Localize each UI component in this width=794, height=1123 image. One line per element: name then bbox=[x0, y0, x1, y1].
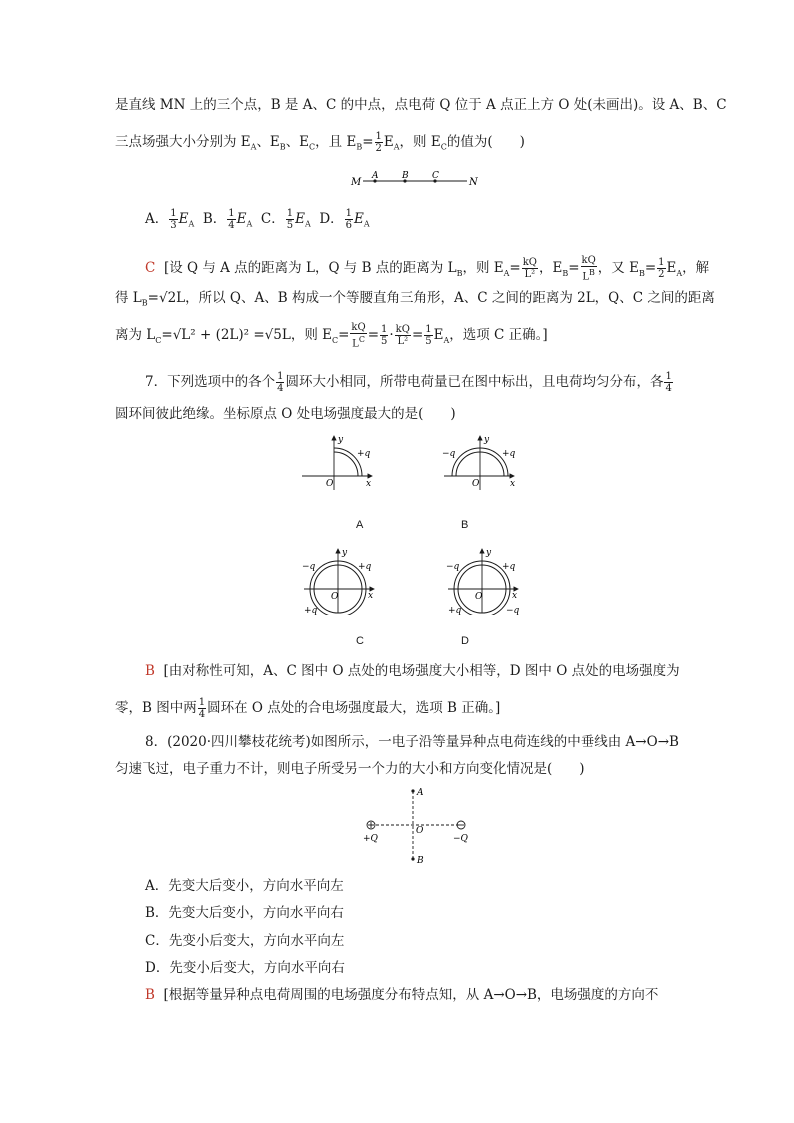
solution-text: = bbox=[411, 327, 424, 344]
option-e: E bbox=[236, 211, 247, 227]
option-d[interactable] bbox=[319, 208, 370, 231]
label-plus-q: +Q bbox=[363, 834, 378, 844]
numerator: 1 bbox=[658, 257, 665, 269]
denominator: 4 bbox=[277, 383, 284, 394]
solution-text: ，选项 C 正确。] bbox=[449, 327, 548, 344]
q7-caption-d: D bbox=[461, 635, 469, 647]
subscript: C bbox=[309, 142, 316, 152]
subscript: A bbox=[250, 142, 257, 152]
option-e: E bbox=[354, 211, 364, 227]
subscript: A bbox=[246, 219, 253, 229]
solution-text: =√2L，所以 Q、A、B 构成一个等腰直角三角形，A、C 之间的距离为 2L，Q、C 之间的距离 bbox=[147, 290, 715, 306]
answer-letter: C bbox=[145, 260, 156, 277]
q6-stem-line2: 三点场强大小分别为 $E_A$、$E_B$、$E_C$，且 $E_B=$ $\frac{1}{2}$ $E_A$，则 $E_C$的值为( ) bbox=[115, 131, 525, 154]
numerator: kQ bbox=[395, 324, 410, 336]
origin-label: O bbox=[475, 592, 483, 602]
numerator: 1 bbox=[665, 371, 672, 382]
fraction bbox=[657, 257, 665, 280]
q6-text: 、E bbox=[256, 134, 280, 150]
subscript: C bbox=[155, 335, 162, 345]
denominator-text: L bbox=[582, 271, 590, 283]
q7-solution-line2 bbox=[115, 697, 500, 720]
denominator bbox=[581, 267, 597, 282]
solution-text: ，解 bbox=[682, 260, 710, 277]
option-e: E bbox=[178, 211, 189, 227]
subscript: B bbox=[638, 268, 645, 278]
label-minus-q: −Q bbox=[453, 834, 468, 844]
q6-stem-line1: 是直线 MN 上的三个点，B 是 A、C 的中点，点电荷 Q 位于 A 点正上方 O 处(未画出)。设 A、B、C bbox=[115, 97, 727, 113]
q6-options bbox=[145, 208, 370, 234]
label-b: B bbox=[402, 171, 409, 181]
option-a[interactable] bbox=[145, 208, 195, 231]
subscript: A bbox=[393, 142, 400, 152]
solution-text: E bbox=[433, 327, 444, 344]
q6-solution-line1: C [设 Q 与 A 点的距离为 L，Q 与 B 点的距离为 $L_B$，则 $E_A=$ $\frac{kQ}{\text{L²}}$ ，$E_B=$ $\frac{kQ}{L^B}$ ，又 $E_B=$ $\frac{1}{2}$ $E_A$，解 bbox=[145, 255, 710, 283]
charge-label: +q bbox=[502, 562, 516, 572]
numerator: kQ bbox=[581, 255, 596, 266]
q7-figure-b bbox=[440, 432, 520, 492]
solution-text: = bbox=[338, 327, 350, 344]
ring-inner bbox=[334, 452, 358, 476]
denominator-text: L bbox=[352, 338, 359, 350]
fraction bbox=[380, 324, 388, 347]
numerator: 1 bbox=[345, 208, 353, 219]
q8-stem-line2: 匀速飞过，电子重力不计，则电子所受另一个力的大小和方向变化情况是( ) bbox=[115, 761, 585, 777]
fraction bbox=[581, 255, 597, 282]
option-letter: C． bbox=[260, 211, 285, 227]
y-label: y bbox=[484, 435, 490, 445]
solution-text: · bbox=[389, 327, 394, 344]
numerator: kQ bbox=[351, 322, 366, 333]
subscript: A bbox=[363, 219, 370, 229]
q8-solution-line1 bbox=[145, 986, 658, 1004]
label-a: A bbox=[417, 788, 424, 798]
y-label: y bbox=[342, 548, 348, 558]
subscript: B bbox=[456, 268, 463, 278]
solution-text: 得 L bbox=[115, 290, 142, 306]
q6-text: 的值为( ) bbox=[446, 134, 525, 150]
q7-caption-a: A bbox=[356, 519, 364, 531]
solution-text: ，E bbox=[538, 260, 563, 277]
denominator: 4 bbox=[665, 383, 672, 394]
solution-text: [由对称性可知，A、C 图中 O 点处的电场强度大小相等，D 图中 O 点处的电场强度为 bbox=[163, 663, 680, 679]
solution-text: [设 Q 与 A 点的距离为 L，Q 与 B 点的距离为 L bbox=[163, 260, 457, 277]
charge-label: +q bbox=[304, 606, 318, 615]
solution-text: 零，B 图中两 bbox=[115, 700, 197, 716]
subscript: B bbox=[356, 142, 363, 152]
option-letter: B． bbox=[202, 211, 227, 227]
q7-caption-b: B bbox=[461, 519, 469, 531]
origin-label: O bbox=[472, 479, 480, 489]
subscript: B bbox=[141, 298, 148, 308]
charge-label: +q bbox=[357, 449, 371, 459]
fraction bbox=[276, 371, 284, 394]
denominator: L² bbox=[524, 269, 536, 281]
fraction bbox=[395, 324, 411, 347]
y-label: y bbox=[338, 435, 344, 445]
denominator: 5 bbox=[286, 220, 294, 231]
q6-text: ，且 E bbox=[315, 134, 357, 150]
charge-label: +q bbox=[358, 562, 372, 572]
point-a-dot bbox=[411, 789, 414, 792]
x-label: x bbox=[366, 479, 372, 489]
q8-option-d[interactable]: D．先变小后变大，方向水平向右 bbox=[145, 960, 345, 976]
x-label: x bbox=[368, 591, 374, 601]
denominator: 2 bbox=[375, 143, 382, 154]
fraction bbox=[424, 324, 432, 347]
subscript: A bbox=[443, 335, 450, 345]
numerator: 1 bbox=[375, 131, 382, 142]
x-label: x bbox=[510, 479, 516, 489]
fraction bbox=[286, 208, 294, 231]
answer-letter: B bbox=[145, 987, 155, 1003]
origin-label: O bbox=[326, 479, 334, 489]
q7-text: 7．下列选项中的各个 bbox=[145, 374, 276, 390]
subscript: A bbox=[304, 219, 311, 229]
charge-label: −q bbox=[506, 606, 520, 615]
q6-text: ，则 E bbox=[399, 134, 441, 150]
x-label: x bbox=[512, 591, 518, 601]
q8-option-a[interactable]: A．先变大后变小，方向水平向左 bbox=[145, 878, 344, 894]
numerator: 1 bbox=[198, 697, 206, 708]
numerator: 1 bbox=[381, 324, 388, 336]
origin-label: O bbox=[331, 592, 339, 602]
solution-text: ，则 E bbox=[462, 260, 504, 277]
denominator: L² bbox=[397, 336, 409, 348]
solution-text: =√L² + (2L)² =√5L，则 E bbox=[161, 327, 332, 344]
label-n: N bbox=[469, 177, 478, 188]
numerator: kQ bbox=[522, 257, 537, 269]
fraction bbox=[350, 322, 366, 349]
solution-text: [根据等量异种点电荷周围的电场强度分布特点知，从 A→O→B，电场强度的方向不 bbox=[163, 987, 659, 1003]
fraction bbox=[198, 697, 206, 720]
solution-text: 离为 L bbox=[115, 327, 156, 344]
q6-solution-line2 bbox=[115, 289, 715, 313]
solution-text: ，又 E bbox=[597, 260, 639, 277]
q7-stem-line1 bbox=[145, 371, 674, 394]
q8-figure bbox=[355, 785, 475, 865]
solution-text: 圆环在 O 点处的合电场强度最大，选项 B 正确。] bbox=[207, 700, 501, 716]
solution-text: E bbox=[666, 260, 677, 277]
mn-line-figure bbox=[345, 170, 485, 190]
q8-option-b[interactable]: B．先变大后变小，方向水平向右 bbox=[145, 905, 344, 921]
fraction bbox=[664, 371, 672, 394]
q8-stem-line1: 8．(2020·四川攀枝花统考)如图所示，一电子沿等量异种点电荷连线的中垂线由 A→O→B bbox=[145, 734, 679, 750]
subscript: A bbox=[503, 268, 510, 278]
q7-figure-d bbox=[444, 545, 524, 615]
y-label: y bbox=[486, 548, 492, 558]
option-letter: D． bbox=[319, 211, 344, 227]
label-c: C bbox=[432, 171, 439, 181]
subscript: B bbox=[562, 268, 569, 278]
point-b-dot bbox=[411, 857, 414, 860]
subscript: A bbox=[188, 219, 195, 229]
label-m: M bbox=[351, 177, 362, 188]
numerator: 1 bbox=[228, 208, 235, 219]
q7-text: 圆环大小相同，所带电荷量已在图中标出，且电荷均匀分布，各 bbox=[285, 374, 664, 390]
fraction bbox=[169, 208, 177, 231]
numerator: 1 bbox=[425, 324, 432, 336]
superscript: C bbox=[358, 335, 365, 344]
fraction bbox=[375, 131, 383, 154]
q7-figure-c bbox=[300, 545, 380, 615]
q6-text: 三点场强大小分别为 E bbox=[115, 134, 251, 150]
charge-label: +q bbox=[502, 449, 516, 459]
q7-figure-a bbox=[298, 432, 378, 492]
charge-label: −q bbox=[446, 562, 460, 572]
superscript: B bbox=[589, 268, 595, 277]
label-a: A bbox=[372, 171, 379, 181]
numerator: 1 bbox=[286, 208, 294, 219]
denominator bbox=[350, 334, 366, 349]
subscript: B bbox=[279, 142, 286, 152]
subscript: C bbox=[440, 142, 447, 152]
subscript: C bbox=[331, 335, 339, 345]
label-b: B bbox=[417, 856, 424, 865]
charge-label: −q bbox=[442, 449, 456, 459]
label-o: O bbox=[416, 826, 424, 836]
numerator: 1 bbox=[277, 371, 284, 382]
fraction bbox=[522, 257, 538, 280]
option-letter: A． bbox=[145, 211, 169, 227]
denominator: 5 bbox=[381, 336, 388, 348]
charge-label: +q bbox=[448, 606, 462, 615]
charge-label: −q bbox=[302, 562, 316, 572]
q7-solution-line1 bbox=[145, 662, 680, 680]
q6-text: 、E bbox=[285, 134, 310, 150]
option-e: E bbox=[295, 211, 305, 227]
q7-caption-c: C bbox=[356, 635, 364, 647]
option-c[interactable] bbox=[260, 208, 311, 231]
subscript: A bbox=[676, 268, 683, 278]
numerator: 1 bbox=[170, 208, 177, 219]
q6-solution-line3: 离为 $L_C=√L^2 + (2L)^2 =√5L$，则 $E_C=$ $\frac{kQ}{L^C}$ = $\frac{1}{5}$ · $\frac{kQ}{\text{L²}}$ = $\frac{1}{5}$ $E_A$，选项 C 正确。] bbox=[115, 322, 548, 350]
fraction bbox=[345, 208, 353, 231]
q6-text: E bbox=[383, 134, 394, 150]
q8-option-c[interactable]: C．先变小后变大，方向水平向左 bbox=[145, 933, 345, 949]
denominator: 3 bbox=[170, 220, 177, 231]
option-b[interactable] bbox=[202, 208, 253, 231]
q7-stem-line2: 圆环间彼此绝缘。坐标原点 O 处电场强度最大的是( ) bbox=[115, 406, 456, 422]
answer-letter: B bbox=[145, 663, 155, 679]
fraction bbox=[227, 208, 235, 231]
denominator: 4 bbox=[198, 709, 206, 720]
denominator: 5 bbox=[425, 336, 432, 348]
denominator: 2 bbox=[658, 269, 665, 281]
denominator: 4 bbox=[228, 220, 235, 231]
denominator: 6 bbox=[345, 220, 353, 231]
